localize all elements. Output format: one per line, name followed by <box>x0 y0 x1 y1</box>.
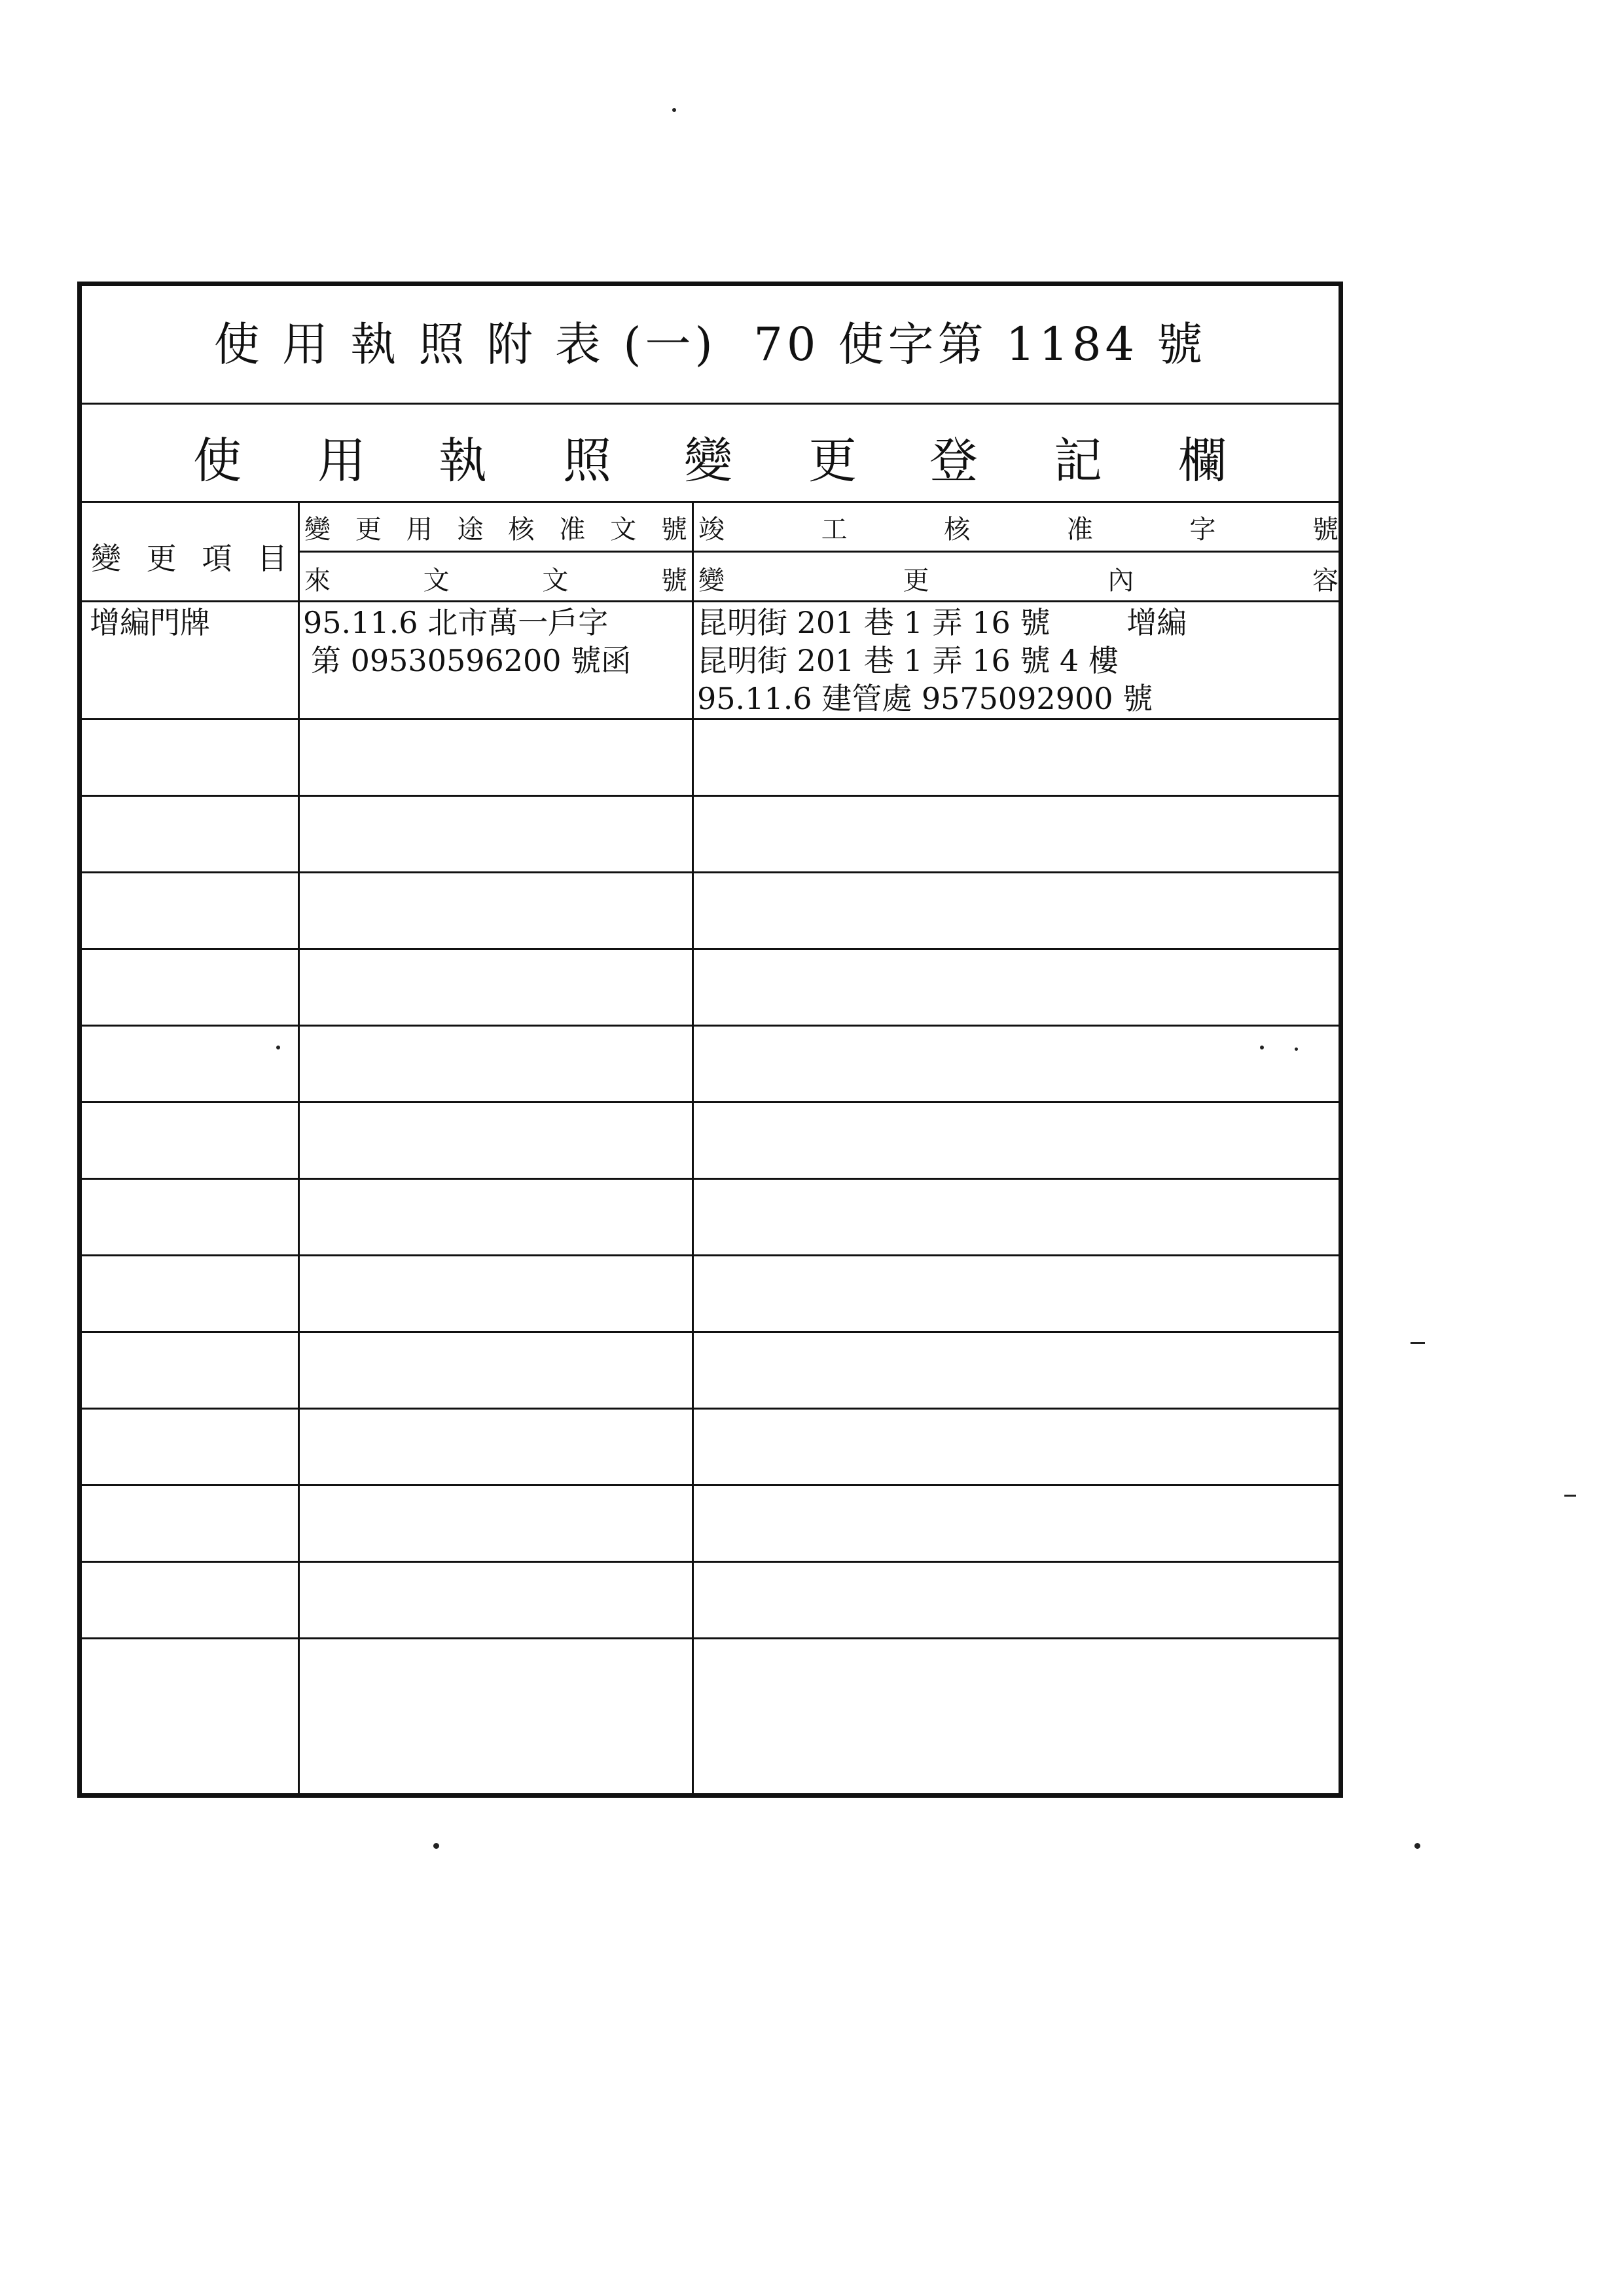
header-char: 號 <box>660 566 687 596</box>
row-divider <box>82 1408 1339 1410</box>
subtitle-char: 用 <box>317 433 366 489</box>
row-divider <box>82 1178 1339 1180</box>
header-char: 字 <box>1189 515 1216 545</box>
header-char: 變 <box>91 541 121 576</box>
header-char: 容 <box>1312 566 1339 596</box>
row-divider <box>82 600 1339 602</box>
header-char: 准 <box>559 515 586 545</box>
subtitle-char: 照 <box>563 433 611 489</box>
header-char: 變 <box>304 515 331 545</box>
form-subtitle <box>82 403 1339 503</box>
row-divider <box>82 1484 1339 1486</box>
subtitle-char: 欄 <box>1178 433 1227 489</box>
header-char: 更 <box>903 566 929 596</box>
row-divider <box>82 1637 1339 1639</box>
form-title: 使 用 執 照 附 表 (一) 70 使字第 1184 號 <box>82 286 1339 405</box>
scan-speck <box>1414 1843 1420 1849</box>
row-content-line: 昆明街 201 巷 1 弄 16 號 4 樓 <box>697 643 1119 678</box>
header-approval-doc <box>304 509 687 546</box>
header-char: 變 <box>698 566 725 596</box>
header-char: 文 <box>610 515 637 545</box>
scan-mark <box>1564 1495 1576 1497</box>
row-divider <box>82 718 1339 720</box>
header-char: 文 <box>423 566 450 596</box>
scan-speck <box>672 108 676 112</box>
header-char: 工 <box>821 515 848 545</box>
header-char: 准 <box>1066 515 1093 545</box>
row-divider <box>82 795 1339 797</box>
row-doc-line: 95.11.6 北市萬一戶字 <box>303 605 609 640</box>
header-char: 內 <box>1107 566 1134 596</box>
row-divider <box>82 1025 1339 1027</box>
header-char: 更 <box>355 515 382 545</box>
subtitle-char: 使 <box>193 433 242 489</box>
subtitle-char: 更 <box>808 433 857 489</box>
use-permit-form <box>77 282 1343 1798</box>
subtitle-char: 執 <box>439 433 487 489</box>
row-divider <box>82 1101 1339 1103</box>
subtitle-char: 記 <box>1054 433 1102 489</box>
row-item: 增編門牌 <box>90 605 210 640</box>
header-char: 號 <box>1312 515 1339 545</box>
scan-speck <box>433 1843 439 1849</box>
row-divider <box>82 871 1339 873</box>
header-char: 文 <box>542 566 569 596</box>
header-char: 項 <box>202 541 232 576</box>
header-char: 核 <box>944 515 971 545</box>
header-char: 用 <box>406 515 433 545</box>
header-char: 號 <box>660 515 687 545</box>
subtitle-char: 登 <box>929 433 978 489</box>
header-char: 更 <box>146 541 177 576</box>
header-char: 來 <box>304 566 331 596</box>
row-divider <box>82 1331 1339 1333</box>
row-divider <box>82 948 1339 950</box>
header-char: 核 <box>508 515 535 545</box>
row-content-line: 95.11.6 建管處 9575092900 號 <box>697 681 1153 716</box>
row-content-line: 昆明街 201 巷 1 弄 16 號 增編 <box>697 605 1187 640</box>
header-divider <box>298 551 1339 553</box>
row-divider <box>82 1561 1339 1563</box>
column-divider <box>692 501 694 1793</box>
header-incoming-doc <box>304 560 687 597</box>
header-change-content <box>698 560 1339 597</box>
subtitle-char: 變 <box>684 433 732 489</box>
header-char: 目 <box>257 541 287 576</box>
scan-mark <box>1411 1342 1425 1344</box>
row-doc-line: 第 09530596200 號函 <box>311 643 632 678</box>
header-char: 途 <box>457 515 484 545</box>
header-change-item <box>91 535 287 578</box>
header-char: 竣 <box>698 515 725 545</box>
column-divider <box>298 501 300 1793</box>
row-divider <box>82 1254 1339 1256</box>
header-completion-no <box>698 509 1339 546</box>
